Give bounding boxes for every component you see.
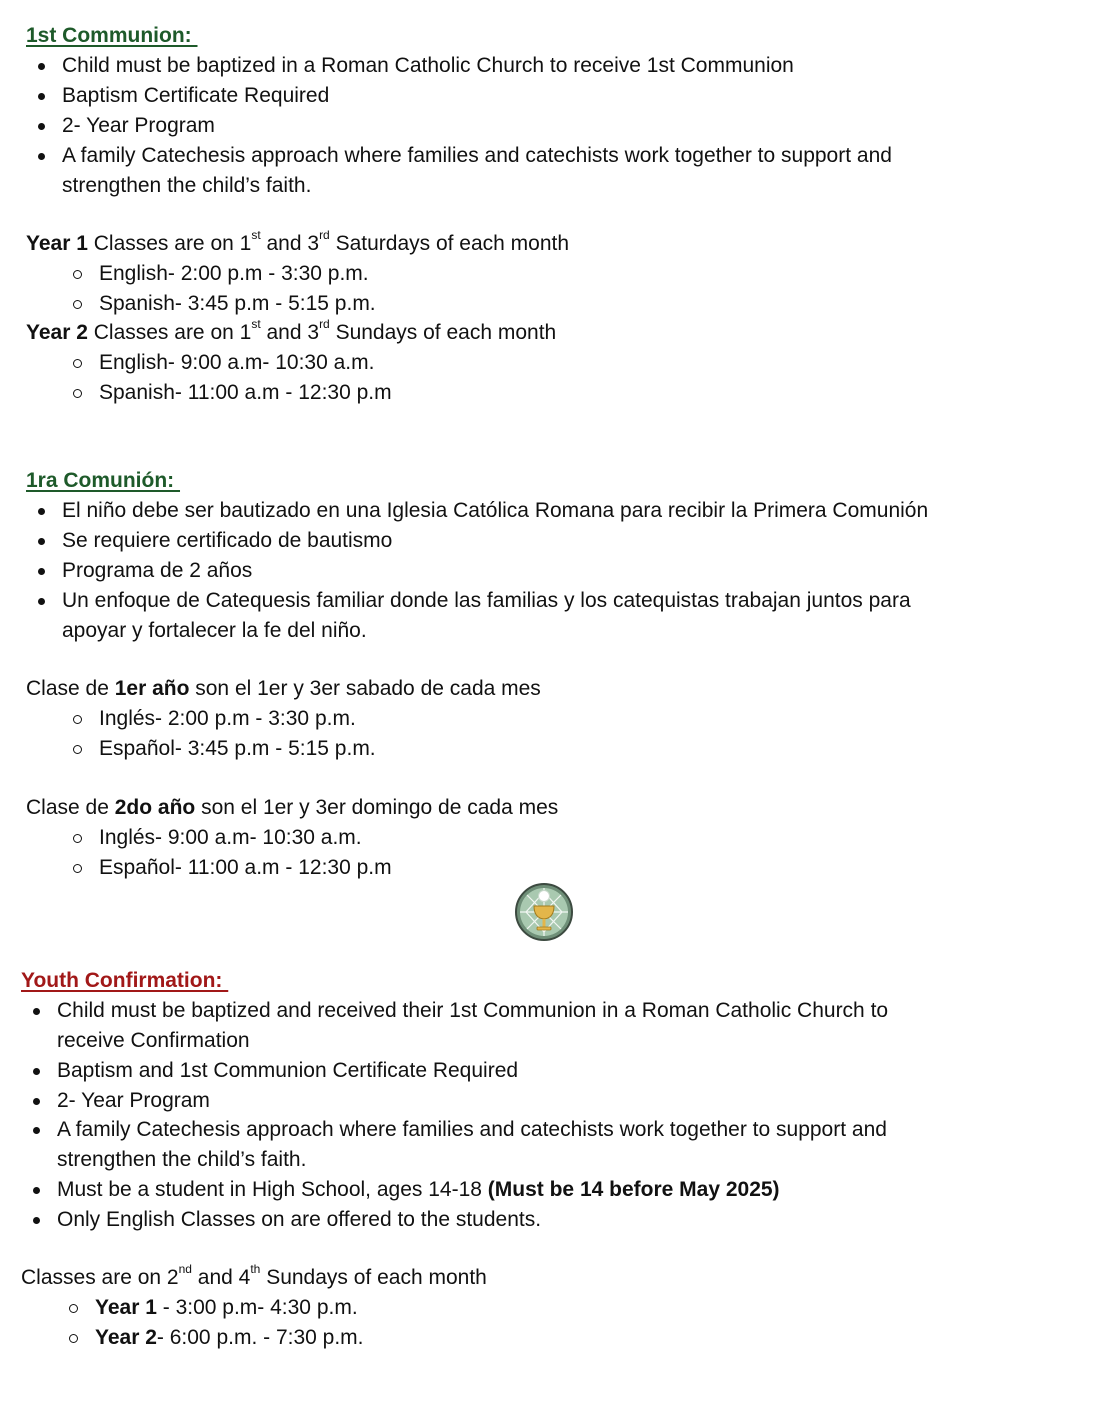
schedule-text: Clase de (26, 677, 115, 700)
age-requirement-note: (Must be 14 before May 2025) (487, 1178, 780, 1201)
communion-en-year2-schedule (26, 318, 556, 348)
schedule-text: Sundays of each month (329, 321, 557, 344)
schedule-text: son el 1er y 3er domingo de cada mes (195, 796, 559, 819)
ordinal-suffix: rd (319, 317, 330, 331)
communion-en-year1-spanish-time: Spanish- 3:45 p.m - 5:15 p.m. (99, 289, 376, 319)
communion-es-bullet-3: Programa de 2 años (62, 556, 252, 586)
age-requirement-text: Must be a student in High School, ages 14-18 (57, 1178, 488, 1201)
communion-es-year2-spanish-time: Español- 11:00 a.m - 12:30 p.m (99, 853, 392, 883)
communion-spanish-heading: 1ra Comunión: (26, 469, 181, 492)
confirmation-bullet-2: Baptism and 1st Communion Certificate Required (57, 1056, 518, 1086)
year-label: Year 2 (26, 321, 88, 344)
communion-en-bullet-4-continued: strengthen the child’s faith. (62, 174, 312, 197)
confirmation-heading: Youth Confirmation: (21, 969, 229, 992)
communion-en-bullet-2: Baptism Certificate Required (62, 81, 329, 111)
confirmation-bullet-4: A family Catechesis approach where families and catechists work together to support and (57, 1115, 887, 1145)
communion-en-year2-english-time: English- 9:00 a.m- 10:30 a.m. (99, 348, 374, 378)
ordinal-suffix: nd (178, 1262, 192, 1276)
communion-es-bullet-4: Un enfoque de Catequesis familiar donde las familias y los catequistas trabajan juntos para (62, 586, 911, 616)
schedule-text: Classes are on 1 (87, 232, 252, 255)
communion-en-year1-schedule (26, 229, 569, 259)
year-label: Year 1 (26, 232, 88, 255)
year-label: 2do año (114, 796, 196, 819)
time-text: - 3:00 p.m- 4:30 p.m. (156, 1296, 358, 1319)
communion-es-year1-english-time: Inglés- 2:00 p.m - 3:30 p.m. (99, 704, 356, 734)
communion-es-year1-schedule (26, 674, 541, 704)
schedule-text: and 3 (260, 321, 320, 344)
confirmation-bullet-6: Only English Classes on are offered to the students. (57, 1205, 541, 1235)
communion-english-heading: 1st Communion: (26, 24, 198, 47)
schedule-text: Clase de (26, 796, 115, 819)
confirmation-bullet-4-continued: strengthen the child’s faith. (57, 1148, 307, 1171)
communion-es-year1-spanish-time: Español- 3:45 p.m - 5:15 p.m. (99, 734, 376, 764)
confirmation-bullet-3: 2- Year Program (57, 1086, 210, 1116)
confirmation-bullet-1-continued: receive Confirmation (57, 1029, 250, 1052)
communion-en-year1-english-time: English- 2:00 p.m - 3:30 p.m. (99, 259, 369, 289)
confirmation-bullet-5 (57, 1175, 780, 1205)
communion-en-bullet-3: 2- Year Program (62, 111, 215, 141)
confirmation-year1-time (95, 1293, 358, 1323)
ordinal-suffix: st (251, 228, 261, 242)
communion-en-bullet-4: A family Catechesis approach where families and catechists work together to support and (62, 141, 892, 171)
ordinal-suffix: th (250, 1262, 261, 1276)
communion-es-bullet-1: El niño debe ser bautizado en una Iglesia Católica Romana para recibir la Primera Comunión (62, 496, 928, 526)
communion-es-bullet-2: Se requiere certificado de bautismo (62, 526, 392, 556)
schedule-text: and 4 (191, 1266, 251, 1289)
year-label: Year 2 (95, 1326, 157, 1349)
ordinal-suffix: rd (319, 228, 330, 242)
schedule-text: Sundays of each month (260, 1266, 487, 1289)
schedule-text: and 3 (260, 232, 320, 255)
communion-es-bullet-4-continued: apoyar y fortalecer la fe del niño. (62, 619, 367, 642)
year-label: 1er año (114, 677, 190, 700)
confirmation-year2-time (95, 1323, 364, 1353)
schedule-text: Classes are on 2 (21, 1266, 179, 1289)
time-text: - 6:00 p.m. - 7:30 p.m. (156, 1326, 364, 1349)
year-label: Year 1 (95, 1296, 157, 1319)
schedule-text: Classes are on 1 (87, 321, 252, 344)
confirmation-schedule (21, 1263, 487, 1293)
schedule-text: son el 1er y 3er sabado de cada mes (189, 677, 541, 700)
communion-en-bullet-1: Child must be baptized in a Roman Catholic Church to receive 1st Communion (62, 51, 794, 81)
chalice-emblem-icon (514, 882, 574, 942)
communion-en-year2-spanish-time: Spanish- 11:00 a.m - 12:30 p.m (99, 378, 392, 408)
confirmation-bullet-1: Child must be baptized and received their 1st Communion in a Roman Catholic Church to (57, 996, 888, 1026)
communion-es-year2-schedule (26, 793, 558, 823)
ordinal-suffix: st (251, 317, 261, 331)
schedule-text: Saturdays of each month (329, 232, 570, 255)
communion-es-year2-english-time: Inglés- 9:00 a.m- 10:30 a.m. (99, 823, 362, 853)
